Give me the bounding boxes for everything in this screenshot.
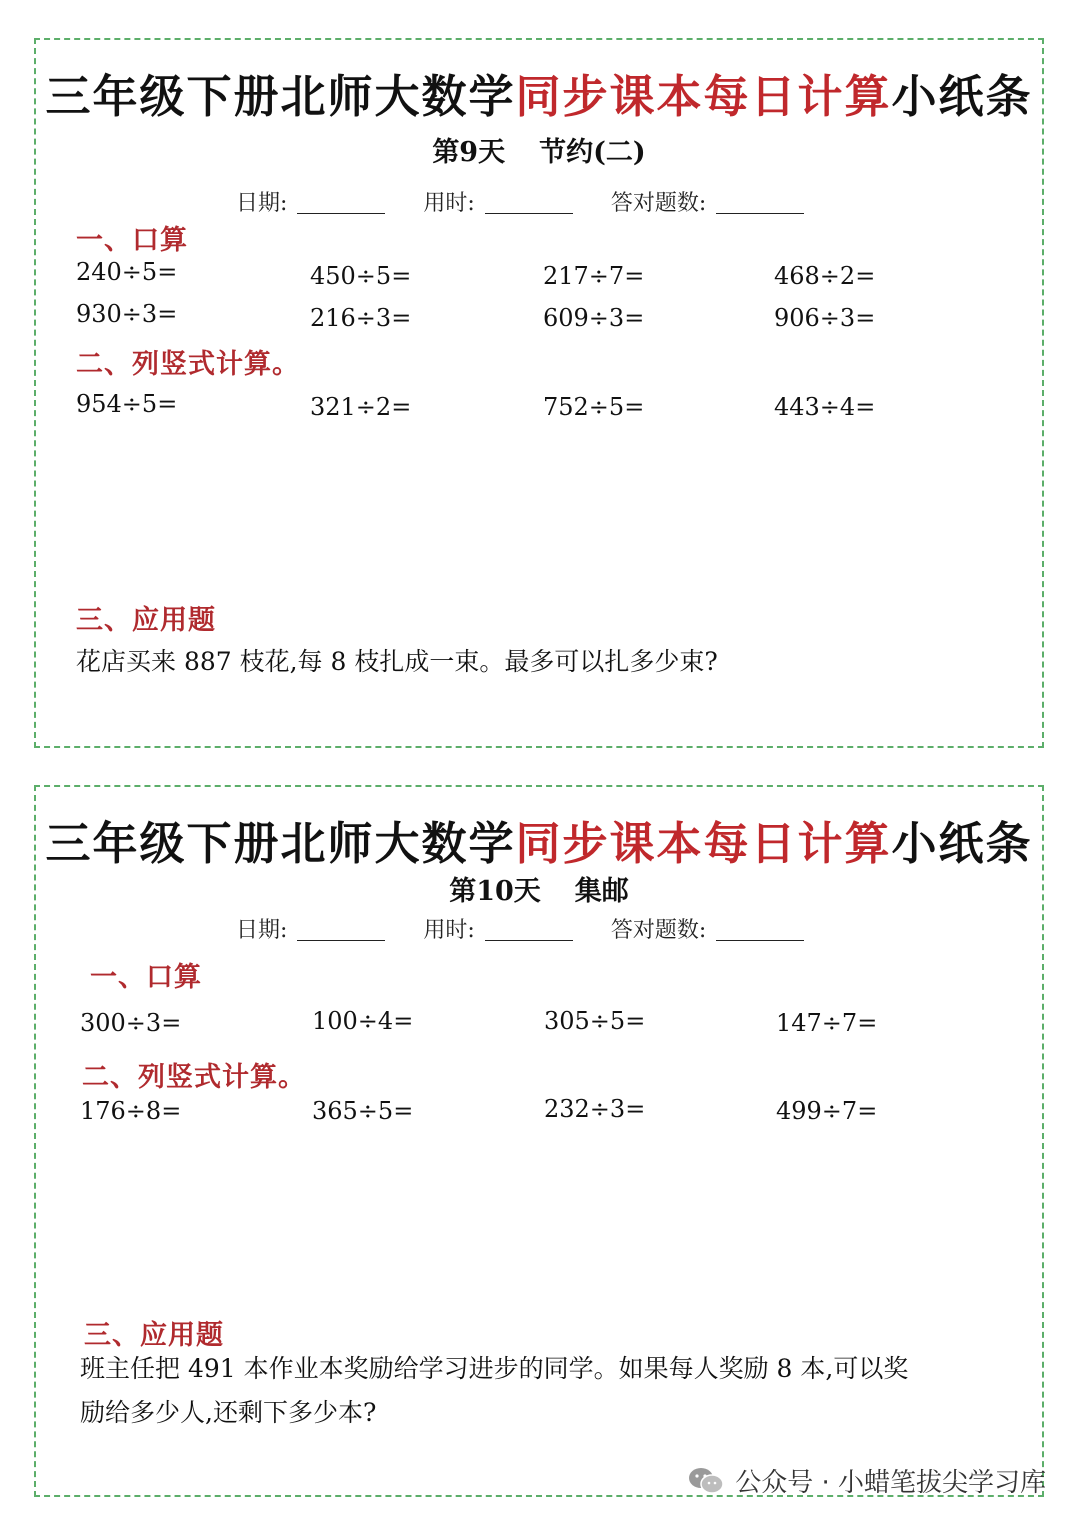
worksheet-title xyxy=(36,807,1042,872)
vertical-expr: 752÷5= xyxy=(543,393,645,421)
section-oral-heading: 一、口算 xyxy=(90,962,202,993)
oral-expr: 305÷5= xyxy=(544,1007,646,1035)
worksheet-card-day-9 xyxy=(34,38,1044,748)
title-part-2: 小纸条 xyxy=(891,70,1033,123)
oral-expr: 609÷3= xyxy=(543,304,645,332)
lesson-name: 集邮 xyxy=(574,876,629,907)
vertical-expr: 176÷8= xyxy=(80,1097,182,1125)
vertical-expr: 232÷3= xyxy=(544,1095,646,1123)
day-label: 第10天 xyxy=(449,876,541,907)
time-blank xyxy=(485,212,573,214)
title-part-1: 三年级下册北师大数学 xyxy=(45,817,516,870)
wechat-icon xyxy=(687,1466,725,1496)
oral-expr: 217÷7= xyxy=(543,262,645,290)
section-application-heading: 三、应用题 xyxy=(76,605,216,636)
correct-count-label: 答对题数: xyxy=(610,191,707,216)
title-part-2: 小纸条 xyxy=(891,817,1033,870)
oral-expr: 450÷5= xyxy=(310,262,412,290)
time-label: 用时: xyxy=(423,191,475,216)
section-oral-heading: 一、口算 xyxy=(76,225,188,256)
worksheet-title xyxy=(36,60,1042,125)
date-label: 日期: xyxy=(236,191,288,216)
oral-expr: 300÷3= xyxy=(80,1009,182,1037)
date-label: 日期: xyxy=(236,918,288,943)
date-blank xyxy=(297,939,385,941)
oral-expr: 240÷5= xyxy=(76,258,178,286)
oral-expr: 216÷3= xyxy=(310,304,412,332)
title-part-red: 同步课本每日计算 xyxy=(515,70,892,123)
application-problem-line: 班主任把 491 本作业本奖励给学习进步的同学。如果每人奖励 8 本,可以奖 xyxy=(80,1354,909,1383)
oral-expr: 100÷4= xyxy=(312,1007,414,1035)
date-blank xyxy=(297,212,385,214)
vertical-expr: 365÷5= xyxy=(312,1097,414,1125)
section-application-heading: 三、应用题 xyxy=(84,1320,224,1351)
correct-count-blank xyxy=(716,212,804,214)
oral-expr: 930÷3= xyxy=(76,300,178,328)
meta-row xyxy=(236,913,804,944)
vertical-expr: 954÷5= xyxy=(76,390,178,418)
footer-text: 公众号 · 小蜡笔拔尖学习库 xyxy=(735,1468,1046,1498)
vertical-expr: 499÷7= xyxy=(776,1097,878,1125)
worksheet-card-day-10 xyxy=(34,785,1044,1497)
correct-count-label: 答对题数: xyxy=(610,918,707,943)
lesson-name: 节约(二) xyxy=(539,137,646,168)
day-label: 第9天 xyxy=(432,137,506,168)
oral-expr: 147÷7= xyxy=(776,1009,878,1037)
lesson-subtitle xyxy=(36,130,1042,169)
vertical-expr: 443÷4= xyxy=(774,393,876,421)
footer-watermark xyxy=(687,1462,1046,1499)
time-label: 用时: xyxy=(423,918,475,943)
time-blank xyxy=(485,939,573,941)
correct-count-blank xyxy=(716,939,804,941)
title-part-red: 同步课本每日计算 xyxy=(515,817,892,870)
section-vertical-heading: 二、列竖式计算。 xyxy=(76,349,300,380)
lesson-subtitle xyxy=(36,869,1042,908)
meta-row xyxy=(236,186,804,217)
oral-expr: 906÷3= xyxy=(774,304,876,332)
oral-expr: 468÷2= xyxy=(774,262,876,290)
title-part-1: 三年级下册北师大数学 xyxy=(45,70,516,123)
vertical-expr: 321÷2= xyxy=(310,393,412,421)
application-problem: 花店买来 887 枝花,每 8 枝扎成一束。最多可以扎多少束? xyxy=(76,647,718,676)
application-problem xyxy=(80,1347,1030,1435)
section-vertical-heading: 二、列竖式计算。 xyxy=(82,1062,306,1093)
application-problem-line: 励给多少人,还剩下多少本? xyxy=(80,1398,377,1427)
